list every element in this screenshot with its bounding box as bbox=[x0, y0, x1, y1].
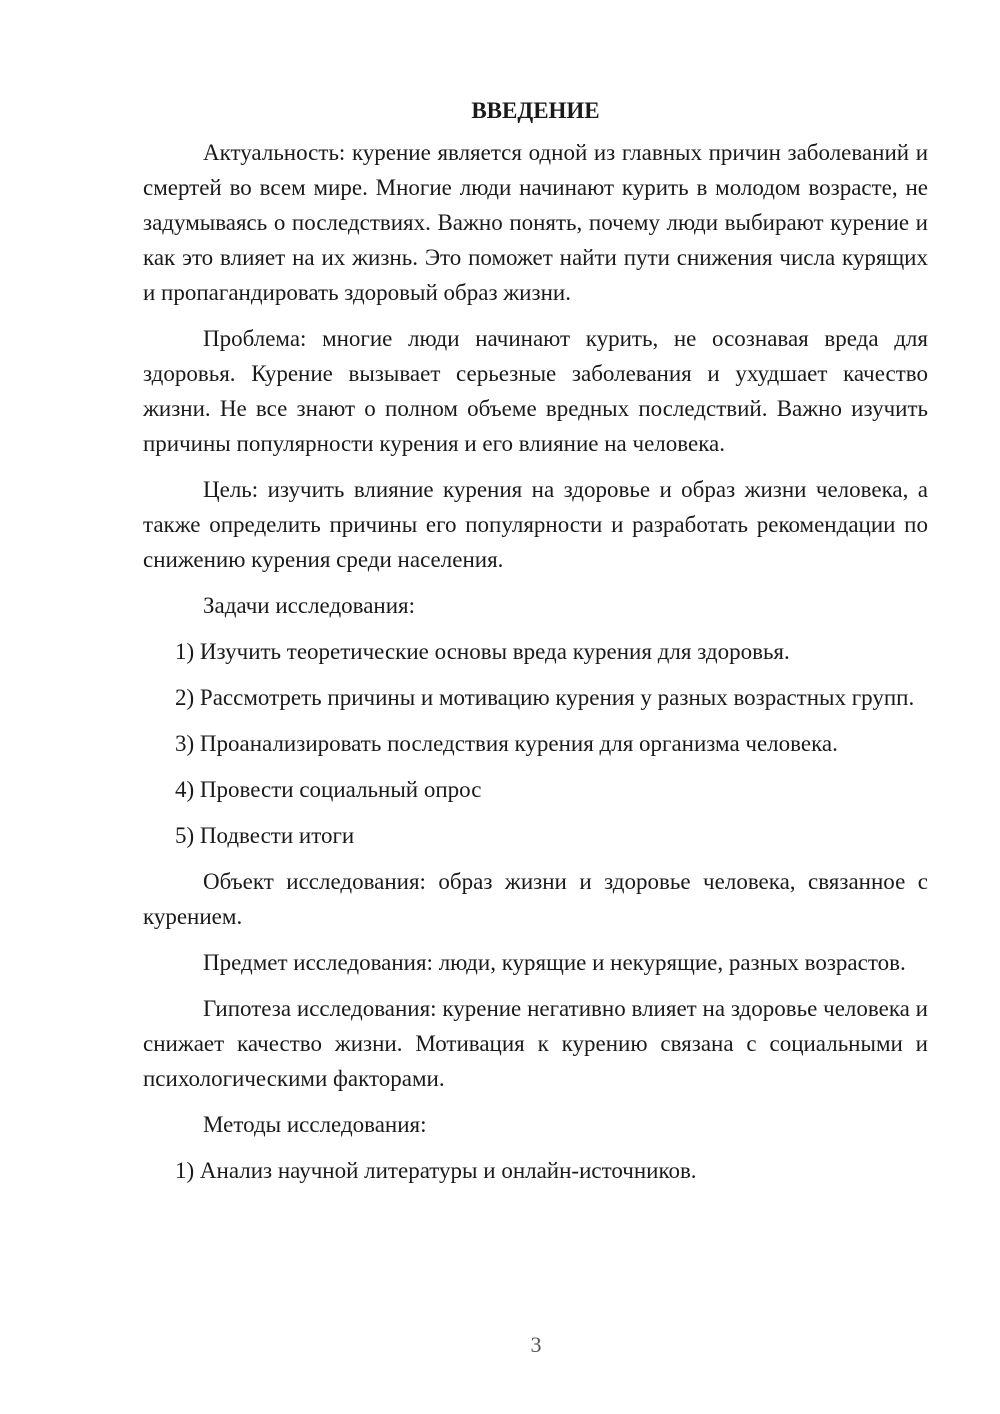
relevance-paragraph: Актуальность: курение является одной из главных причин заболеваний и смертей во всем мире. Многие люди начинают курить в молодом возрасте, не задумываясь о последствиях. Важно понять, почему люди выбирают курение и как это влияет на их жизнь. Это поможет найти пути снижения числа курящих и пропагандировать здоровый образ жизни. bbox=[143, 140, 928, 305]
subject-paragraph: Предмет исследования: люди, курящие и некурящие, разных возрастов. bbox=[203, 950, 906, 975]
problem-paragraph: Проблема: многие люди начинают курить, не осознавая вреда для здоровья. Курение вызывает серьезные заболевания и ухудшает качество жизни. Не все знают о полном объеме вредных последствий. Важно изучить причины популярности курения и его влияние на человека. bbox=[143, 326, 928, 456]
task-item-3: 3) Проанализировать последствия курения для организма человека. bbox=[175, 731, 838, 756]
method-item-1: 1) Анализ научной литературы и онлайн-источников. bbox=[175, 1158, 697, 1183]
task-item-4: 4) Провести социальный опрос bbox=[175, 777, 482, 802]
page-number: 3 bbox=[530, 1332, 542, 1357]
document-page bbox=[143, 96, 928, 1199]
task-item-5: 5) Подвести итоги bbox=[175, 823, 355, 848]
hypothesis-paragraph: Гипотеза исследования: курение негативно влияет на здоровье человека и снижает качество жизни. Мотивация к курению связана с социальными и психологическими факторами. bbox=[143, 996, 928, 1091]
section-title: ВВЕДЕНИЕ bbox=[471, 98, 600, 123]
object-paragraph: Объект исследования: образ жизни и здоровье человека, связанное с курением. bbox=[143, 869, 928, 929]
tasks-heading: Задачи исследования: bbox=[203, 593, 416, 618]
goal-paragraph: Цель: изучить влияние курения на здоровье и образ жизни человека, а также определить причины его популярности и разработать рекомендации по снижению курения среди населения. bbox=[143, 477, 928, 572]
task-item-2: 2) Рассмотреть причины и мотивацию курения у разных возрастных групп. bbox=[175, 685, 915, 710]
task-item-1: 1) Изучить теоретические основы вреда курения для здоровья. bbox=[175, 639, 790, 664]
methods-heading: Методы исследования: bbox=[203, 1112, 427, 1137]
